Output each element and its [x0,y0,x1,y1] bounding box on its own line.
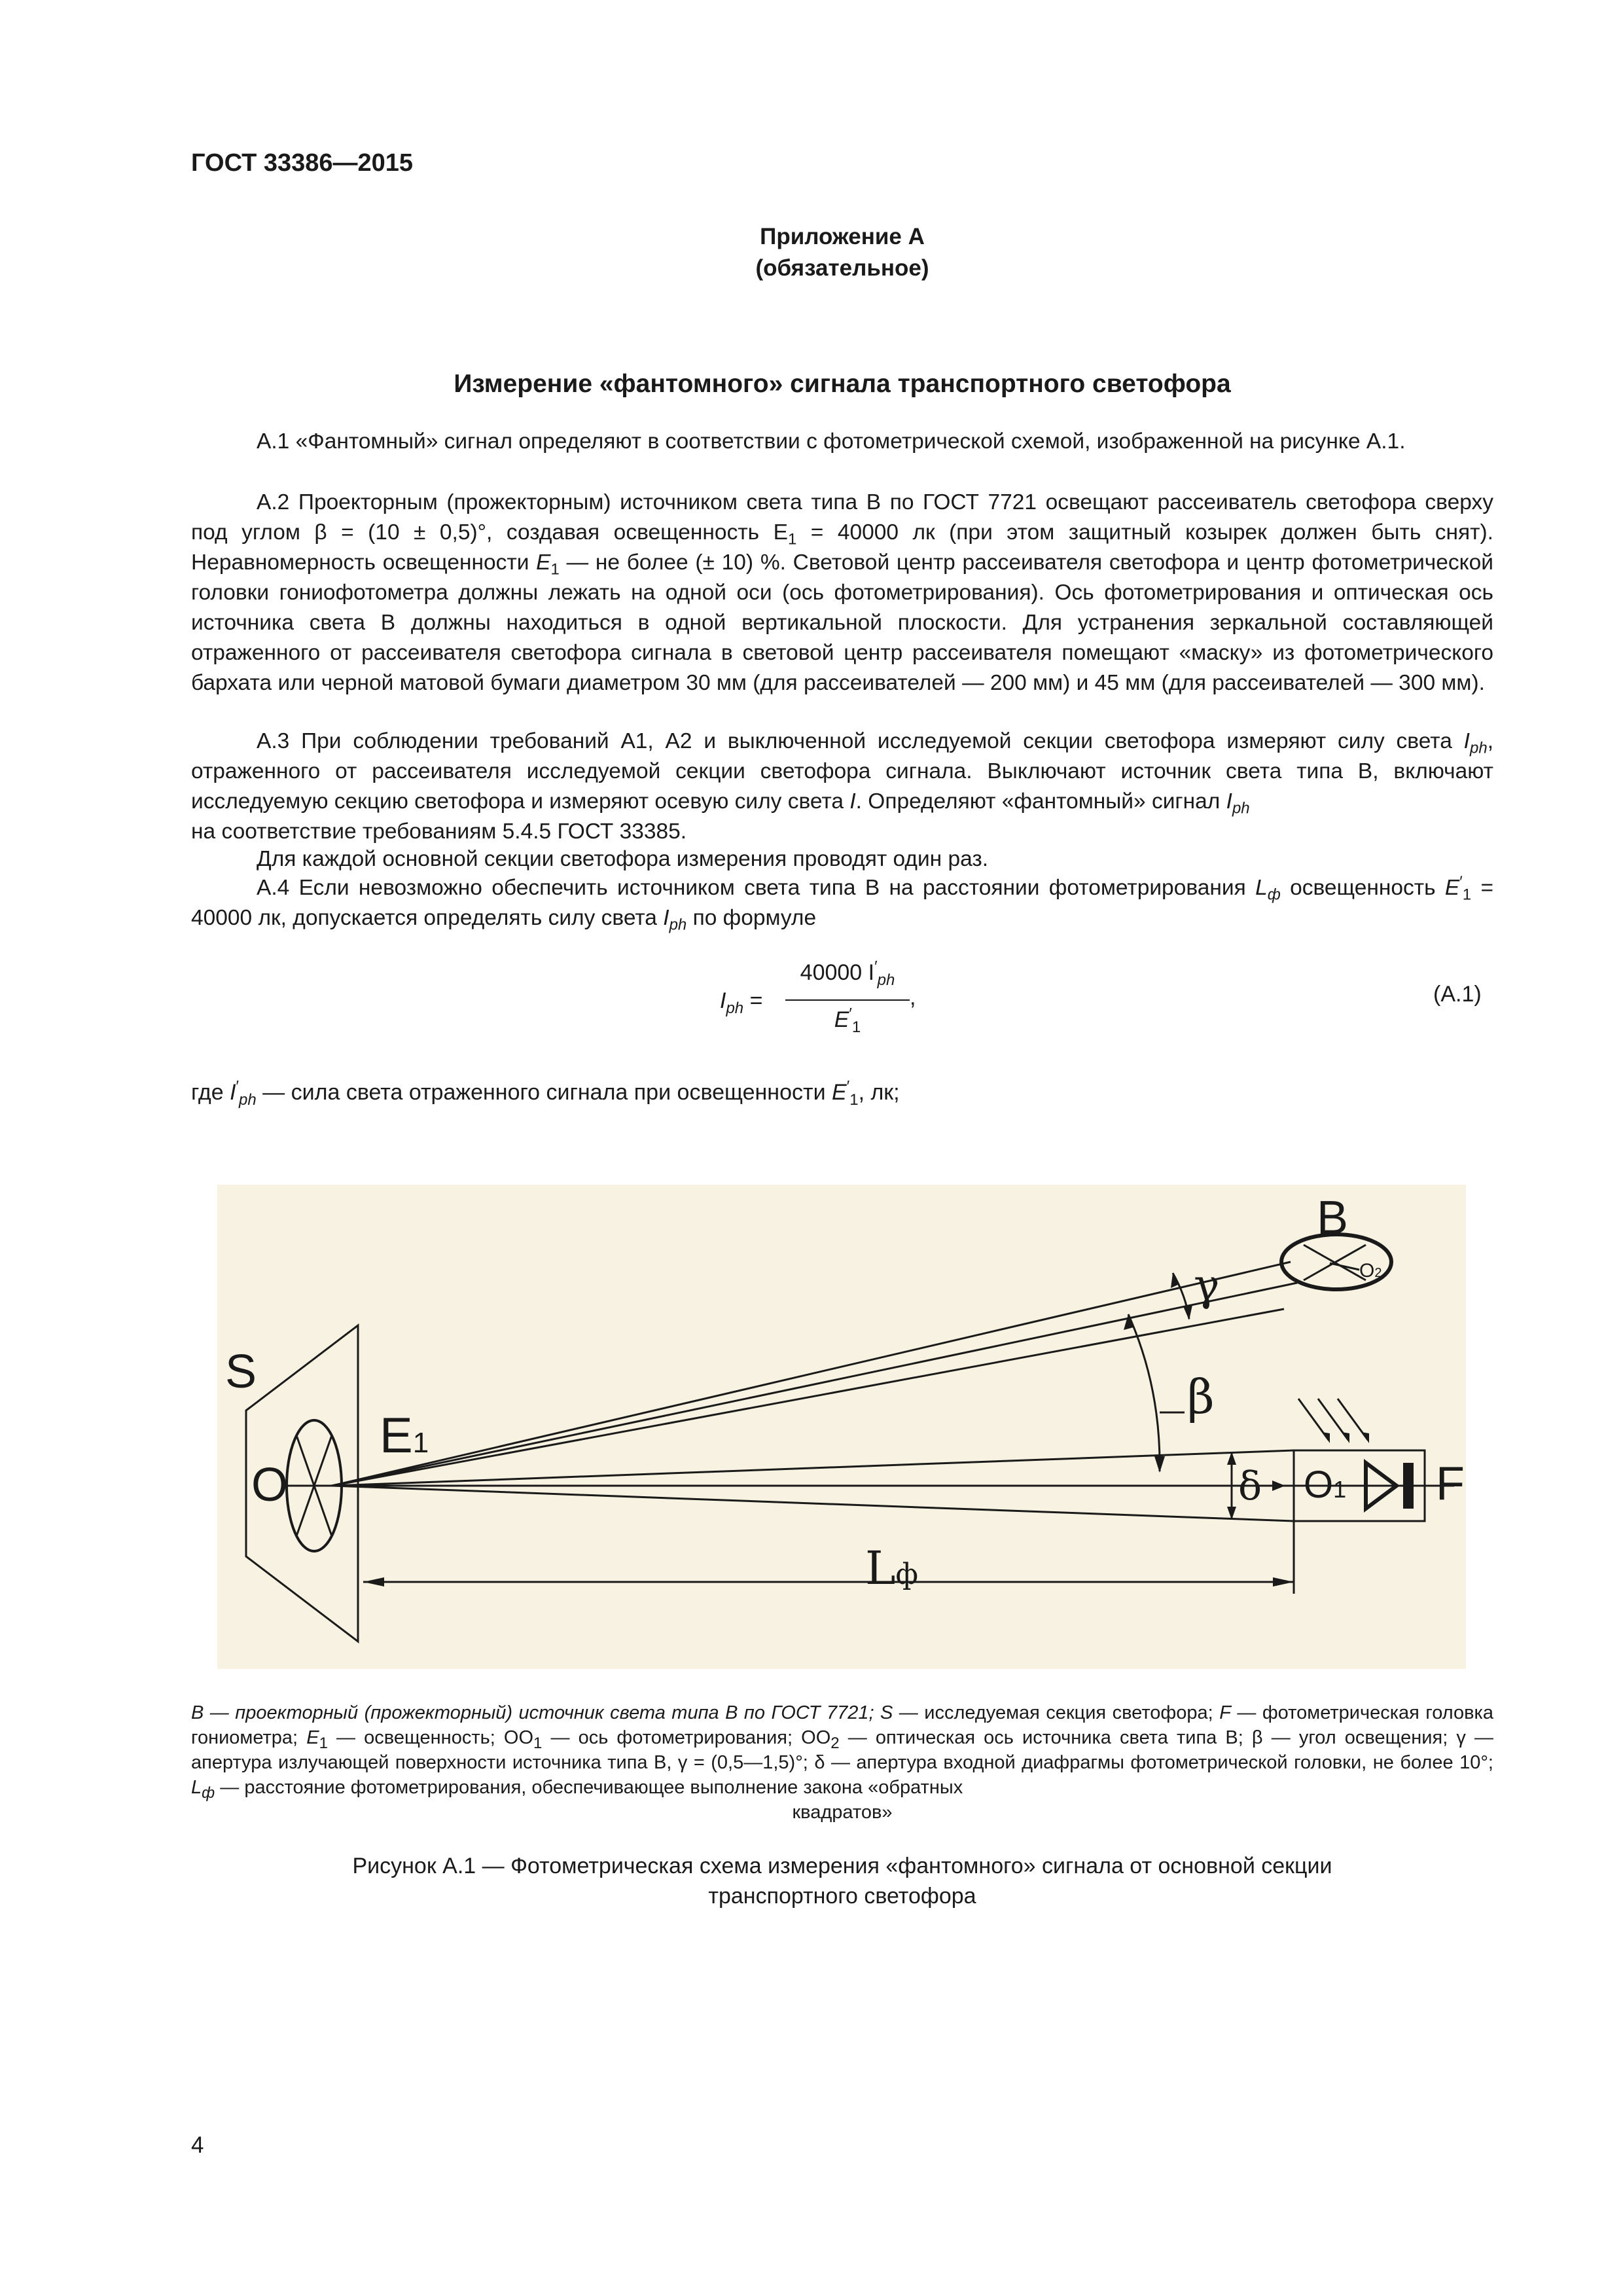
figure-legend: B — проекторный (прожекторный) источник света типа В по ГОСТ 7721; S — исследуемая секция светофора; F — фотометрическая головка гониометра; $E_1$ — освещенность; $ОО_1$ — ось фотометрирования; $ОО_2$ — оптическая ось источника света типа В; β — угол освещения; γ — апертура излучающей поверхности источника типа В, γ = (0,5—1,5)°; δ — апертура входной диафрагмы фотометрической головки, не более 10°; $L_ф$ — расстояние фотометрирования, обеспечивающее выполнение закона «обратных квадратов» [191,1702,1493,1823]
ray-arrowhead [1361,1432,1369,1443]
label-f: F [1436,1458,1465,1510]
appendix-status: (обязательное) [755,255,929,281]
label-delta: δ [1238,1463,1262,1509]
beam-line [332,1262,1291,1486]
appendix-title: Приложение А [760,224,925,249]
formula-explanation: где $I'_{ph}$ — сила света отраженного сигнала при освещенности $E'_1$, лк; [191,1077,900,1109]
label-e1: E1 [380,1408,429,1463]
beta-arrow-bottom [1154,1456,1165,1473]
formula-lhs: $I_{ph}$ = [720,988,763,1017]
ray-arrowhead [1342,1432,1349,1443]
label-b: B [1317,1192,1349,1244]
beam-line [332,1309,1284,1486]
paragraph-a1: А.1 «Фантомный» сигнал определяют в соответствии с фотометрической схемой, изображенной на рисунке А.1. [257,429,1406,454]
label-o: O [251,1459,289,1511]
label-gamma: γ [1194,1260,1220,1310]
label-o2: O2 [1359,1260,1382,1282]
axis-arrow [1272,1480,1285,1491]
page-number: 4 [191,2132,204,2158]
label-beta: β [1187,1369,1215,1424]
section-title: Измерение «фантомного» сигнала транспортного светофора [454,370,1231,398]
dimension-arrow-right [1273,1577,1294,1587]
paragraph-once: Для каждой основной секции светофора измерения проводят один раз. [257,847,989,871]
figure-photometric-scheme [217,1185,1466,1669]
figure-caption [191,1851,1493,1911]
detector-bar [1403,1463,1414,1509]
paragraph-a4: А.4 Если невозможно обеспечить источником света типа В на расстоянии фотометрирования $L_ф$ освещенность $E'_1 = 40000$ лк, допускается определять силу света $I_{ph}$ по формуле [191,872,1494,934]
caption-line: Рисунок А.1 — Фотометрическая схема измерения «фантомного» сигнала от основной секции [352,1854,1332,1878]
formula-a1 [720,959,982,1047]
label-o1: O1 [1304,1463,1347,1506]
label-s: S [225,1346,257,1398]
formula-numerator: 40000 $I'_{ph}$ [800,958,895,989]
formula-comma: , [910,985,916,1010]
document-header: ГОСТ 33386—2015 [191,149,414,177]
gamma-arrow-bottom [1183,1305,1192,1320]
label-l-phi: Lф [865,1541,918,1595]
paragraph-a3: А.3 При соблюдении требований А1, А2 и выключенной исследуемой секции светофора измеряют силу света $I_{ph}$, отраженного от рассеивателя исследуемой секции светофора сигнала. Выключают источник света типа В, включают исследуемую секцию светофора и измеряют осевую силу света I. Определяют «фантомный» сигнал $I_{ph}$ на соответствие требованиям 5.4.5 ГОСТ 33385. [191,729,1493,844]
formula-denominator: $E'_1$ [834,1005,861,1036]
delta-cone-lower [332,1486,1294,1521]
dimension-arrow-left [363,1577,384,1587]
fraction-bar [785,999,910,1001]
formula-number: (А.1) [1433,982,1482,1007]
ray-arrowhead [1322,1432,1330,1443]
caption-line: транспортного светофора [708,1884,976,1909]
paragraph-a2: А.2 Проекторным (прожекторным) источником света типа В по ГОСТ 7721 освещают рассеиватель светофора сверху под углом β = (10 ± 0,5)°, создавая освещенность $E_1 = 40000$ лк (при этом защитный козырек должен быть снят). Неравномерность освещенности $E_1$ — не более (± 10) %. Световой центр рассеивателя светофора и центр фотометрической головки гониофотометра должны лежать на одной оси (ось фотометрирования). Ось фотометрирования и оптическая ось источника света В должны находиться в одной вертикальной плоскости. Для устранения зеркальной составляющей отраженного от рассеивателя светофора сигнала в световой центр рассеивателя помещают «маску» из фотометрического бархата или черной матовой бумаги диаметром 30 мм (для рассеивателей — 200 мм) и 45 мм (для рассеивателей — 300 мм). [191,490,1493,695]
